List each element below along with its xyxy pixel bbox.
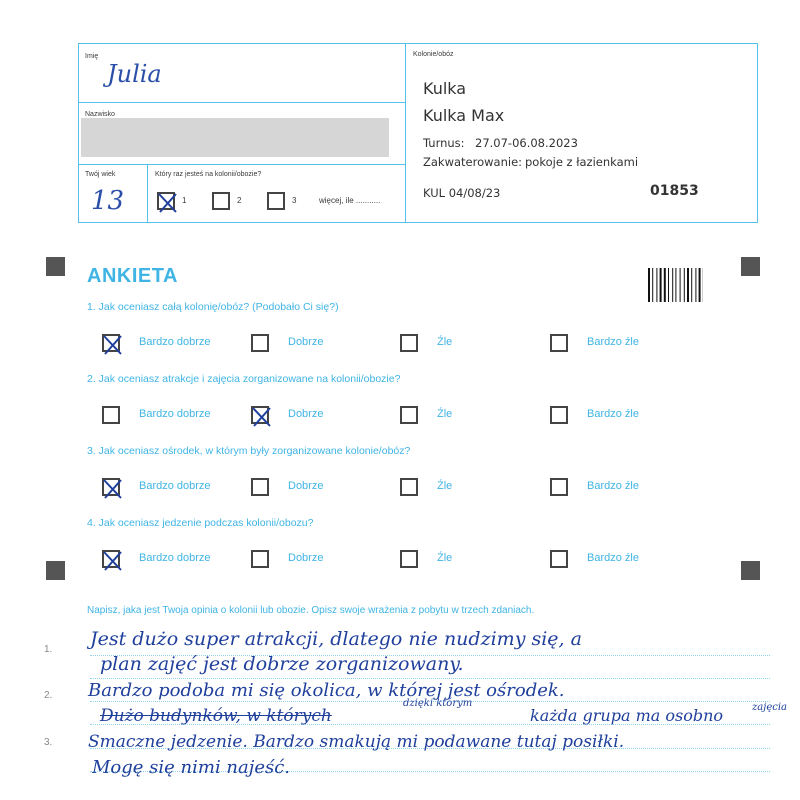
survey-title: ANKIETA	[87, 265, 178, 287]
question-4-option-3-checkbox[interactable]	[400, 550, 418, 568]
camp-label: Kolonie/obóz	[413, 51, 454, 58]
times-checkbox-2[interactable]	[212, 192, 230, 210]
times-label: Który raz jesteś na kolonii/obozie?	[155, 171, 262, 178]
question-1-option-1-label: Bardzo dobrze	[139, 336, 211, 348]
handwriting-crossed-out: Dużo budynków, w których	[100, 706, 332, 726]
question-1-option-4-label: Bardzo źle	[587, 336, 639, 348]
question-1-option-2-label: Dobrze	[288, 336, 324, 348]
question-4-option-1-label: Bardzo dobrze	[139, 552, 211, 564]
line-number-3: 3.	[44, 737, 53, 748]
age-value: 13	[91, 186, 125, 216]
form-number: 01853	[650, 183, 699, 199]
question-2-option-3-checkbox[interactable]	[400, 406, 418, 424]
barcode-icon	[648, 268, 703, 302]
camp-name-2: Kulka Max	[423, 106, 505, 125]
barcode-bar	[675, 268, 676, 302]
barcode-bar	[687, 268, 689, 302]
question-3-option-1-label: Bardzo dobrze	[139, 480, 211, 492]
barcode-bar	[684, 268, 685, 302]
question-4-option-2-label: Dobrze	[288, 552, 324, 564]
barcode-bar	[672, 268, 673, 302]
barcode-bar	[680, 268, 681, 302]
question-1-option-1-checkbox[interactable]	[102, 334, 120, 352]
question-4-text: 4. Jak oceniasz jedzenie podczas kolonii/obozu?	[87, 517, 314, 529]
question-2-option-3-label: Źle	[437, 408, 453, 420]
question-2-text: 2. Jak oceniasz atrakcje i zajęcia zorganizowane na kolonii/obozie?	[87, 373, 401, 385]
handwriting-margin-note: zajęcia	[752, 702, 788, 713]
question-1-option-3-label: Źle	[437, 336, 453, 348]
question-2-option-4-checkbox[interactable]	[550, 406, 568, 424]
times-option-2: 2	[237, 196, 242, 205]
accommodation-value: pokoje z łazienkami	[525, 155, 639, 169]
handwriting-line-1: Jest dużo super atrakcji, dlatego nie nudzimy się, a	[90, 628, 582, 650]
age-label: Twój wiek	[85, 171, 116, 178]
first-name-value: Julia	[107, 60, 162, 88]
barcode-bar	[699, 268, 701, 302]
barcode-bar	[648, 268, 650, 302]
question-2-option-4-label: Bardzo źle	[587, 408, 639, 420]
turnus-value: 27.07-06.08.2023	[475, 136, 578, 150]
times-option-3: 3	[292, 196, 297, 205]
header-divider	[405, 44, 406, 222]
question-3-option-3-checkbox[interactable]	[400, 478, 418, 496]
question-4-option-2-checkbox[interactable]	[251, 550, 269, 568]
row-divider-1	[79, 102, 405, 103]
times-checkbox-1[interactable]	[157, 192, 175, 210]
question-3-option-2-checkbox[interactable]	[251, 478, 269, 496]
handwriting-line-6: Mogę się nimi najeść.	[92, 757, 291, 778]
redacted-last-name	[81, 118, 389, 157]
opinion-prompt: Napisz, jaka jest Twoja opinia o kolonii lub obozie. Opisz swoje wrażenia z pobytu w trzech zdaniach.	[87, 605, 535, 616]
handwriting-line-2: plan zajęć jest dobrze zorganizowany.	[100, 653, 464, 675]
barcode-bar	[660, 268, 662, 302]
question-4-option-4-checkbox[interactable]	[550, 550, 568, 568]
registration-marker-bottom-right	[741, 561, 760, 580]
times-option-1: 1	[182, 196, 187, 205]
handwriting-line-4	[100, 706, 332, 726]
check-cross-icon	[156, 191, 180, 215]
question-3-option-1-checkbox[interactable]	[102, 478, 120, 496]
barcode-bar	[664, 268, 666, 302]
handwriting-line-4b: każda grupa ma osobno	[530, 706, 724, 725]
barcode-bar	[652, 268, 653, 302]
question-3-option-2-label: Dobrze	[288, 480, 324, 492]
camp-code: KUL 04/08/23	[423, 186, 501, 200]
barcode-bar	[691, 268, 692, 302]
times-option-more: więcej, ile ...........	[319, 196, 381, 205]
question-3-text: 3. Jak oceniasz ośrodek, w którym były zorganizowane kolonie/obóz?	[87, 445, 411, 457]
question-1-option-4-checkbox[interactable]	[550, 334, 568, 352]
registration-marker-bottom-left	[46, 561, 65, 580]
question-4-option-3-label: Źle	[437, 552, 453, 564]
turnus-label: Turnus:	[423, 136, 465, 150]
barcode-bar	[656, 268, 657, 302]
check-cross-icon	[101, 549, 125, 573]
check-cross-icon	[250, 405, 274, 429]
question-2-option-1-label: Bardzo dobrze	[139, 408, 211, 420]
question-4-option-1-checkbox[interactable]	[102, 550, 120, 568]
camp-info-header	[78, 43, 758, 223]
handwriting-insertion: dzięki którym	[403, 698, 473, 709]
question-1-text: 1. Jak oceniasz całą kolonię/obóz? (Podobało Ci się?)	[87, 301, 339, 313]
registration-marker-top-right	[741, 257, 760, 276]
age-divider	[147, 164, 148, 222]
question-2-option-2-checkbox[interactable]	[251, 406, 269, 424]
question-1-option-3-checkbox[interactable]	[400, 334, 418, 352]
check-cross-icon	[101, 477, 125, 501]
question-3-option-3-label: Źle	[437, 480, 453, 492]
handwriting-line-5: Smaczne jedzenie. Bardzo smakują mi podawane tutaj posiłki.	[88, 732, 625, 752]
question-1-option-2-checkbox[interactable]	[251, 334, 269, 352]
barcode-bar	[668, 268, 669, 302]
camp-name-1: Kulka	[423, 79, 467, 98]
question-4-option-4-label: Bardzo źle	[587, 552, 639, 564]
writing-line	[90, 678, 770, 679]
question-3-option-4-label: Bardzo źle	[587, 480, 639, 492]
last-name-label: Nazwisko	[85, 111, 115, 118]
times-checkbox-3[interactable]	[267, 192, 285, 210]
handwriting-line-3: Bardzo podoba mi się okolica, w której jest ośrodek.	[88, 680, 565, 701]
row-divider-2	[79, 164, 405, 165]
barcode-bar	[695, 268, 696, 302]
line-number-1: 1.	[44, 644, 53, 655]
question-2-option-1-checkbox[interactable]	[102, 406, 120, 424]
line-number-2: 2.	[44, 690, 53, 701]
question-3-option-4-checkbox[interactable]	[550, 478, 568, 496]
first-name-label: Imię	[85, 53, 99, 60]
accommodation-label: Zakwaterowanie:	[423, 155, 523, 169]
question-2-option-2-label: Dobrze	[288, 408, 324, 420]
check-cross-icon	[101, 333, 125, 357]
registration-marker-top-left	[46, 257, 65, 276]
